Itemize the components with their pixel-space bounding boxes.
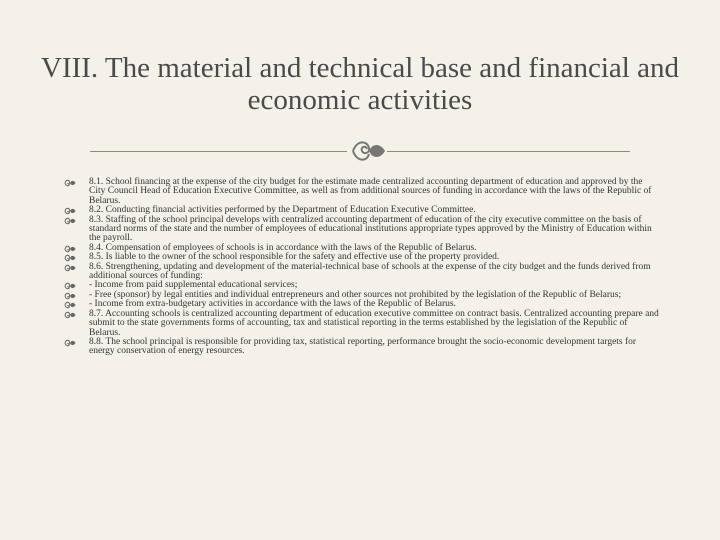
item-text: 8.8. The school principal is responsible for providing tax, statistical reporting, performance brought the socio-economic development targets for energy conservation of energy resources.	[89, 336, 637, 357]
item-text: 8.3. Staffing of the school principal develops with centralized accounting department of education of the city executive committee on the basis of standard norms of the state and the number of employees of educational institutions appropriate types approved by the Ministry of Education within the payroll.	[89, 214, 652, 244]
fleuron-bullet-icon	[64, 179, 76, 187]
list-item	[64, 178, 660, 206]
fleuron-bullet-icon	[64, 292, 76, 300]
item-text: - Income from extra-budgetary activities in accordance with the laws of the Republic of Belarus.	[89, 299, 456, 310]
fleuron-bullet-icon	[64, 217, 76, 225]
fleuron-bullet-icon	[64, 254, 76, 262]
fleuron-bullet-icon	[64, 282, 76, 290]
item-text: 8.7. Accounting schools is centralized accounting department of education executive committee on contract basis. Centralized accounting prepare and submit to the state governments forms of accounting, tax and statistical reporting in the terms established by the legislation of the Republic of Belarus.	[89, 308, 659, 338]
slide-title: VIII. The material and technical base and financial and economic activities	[41, 52, 679, 116]
list-item	[64, 310, 660, 338]
list-item	[64, 216, 660, 244]
item-text: 8.5. Is liable to the owner of the school responsible for the safety and effective use of the property provided.	[89, 252, 500, 263]
fleuron-bullet-icon	[64, 339, 76, 347]
fleuron-divider-icon	[347, 136, 387, 164]
item-text: 8.2. Conducting financial activities performed by the Department of Education Executive Committee.	[89, 205, 476, 216]
content-list	[64, 178, 660, 357]
list-item	[64, 338, 660, 357]
list-item	[64, 263, 660, 282]
item-text: 8.4. Compensation of employees of schools is in accordance with the laws of the Republic of Belarus.	[89, 242, 477, 253]
item-text: 8.6. Strengthening, updating and development of the material-technical base of schools at the expense of the city budget and the funds derived from additional sources of funding:	[89, 261, 651, 282]
item-text: - Income from paid supplemental educational services;	[89, 280, 298, 291]
item-text: 8.1. School financing at the expense of the city budget for the estimate made centralized accounting department of education and approved by the City Council Head of Education Executive Committee, as well as from additional sources of funding in accordance with the laws of the Republic of Belarus.	[89, 177, 652, 206]
fleuron-bullet-icon	[64, 245, 76, 253]
fleuron-bullet-icon	[64, 207, 76, 215]
fleuron-bullet-icon	[64, 311, 76, 319]
fleuron-bullet-icon	[64, 264, 76, 272]
fleuron-bullet-icon	[64, 301, 76, 309]
item-text: - Free (sponsor) by legal entities and individual entrepreneurs and other sources not prohibited by the legislation of the Republic of Belarus;	[89, 289, 622, 300]
